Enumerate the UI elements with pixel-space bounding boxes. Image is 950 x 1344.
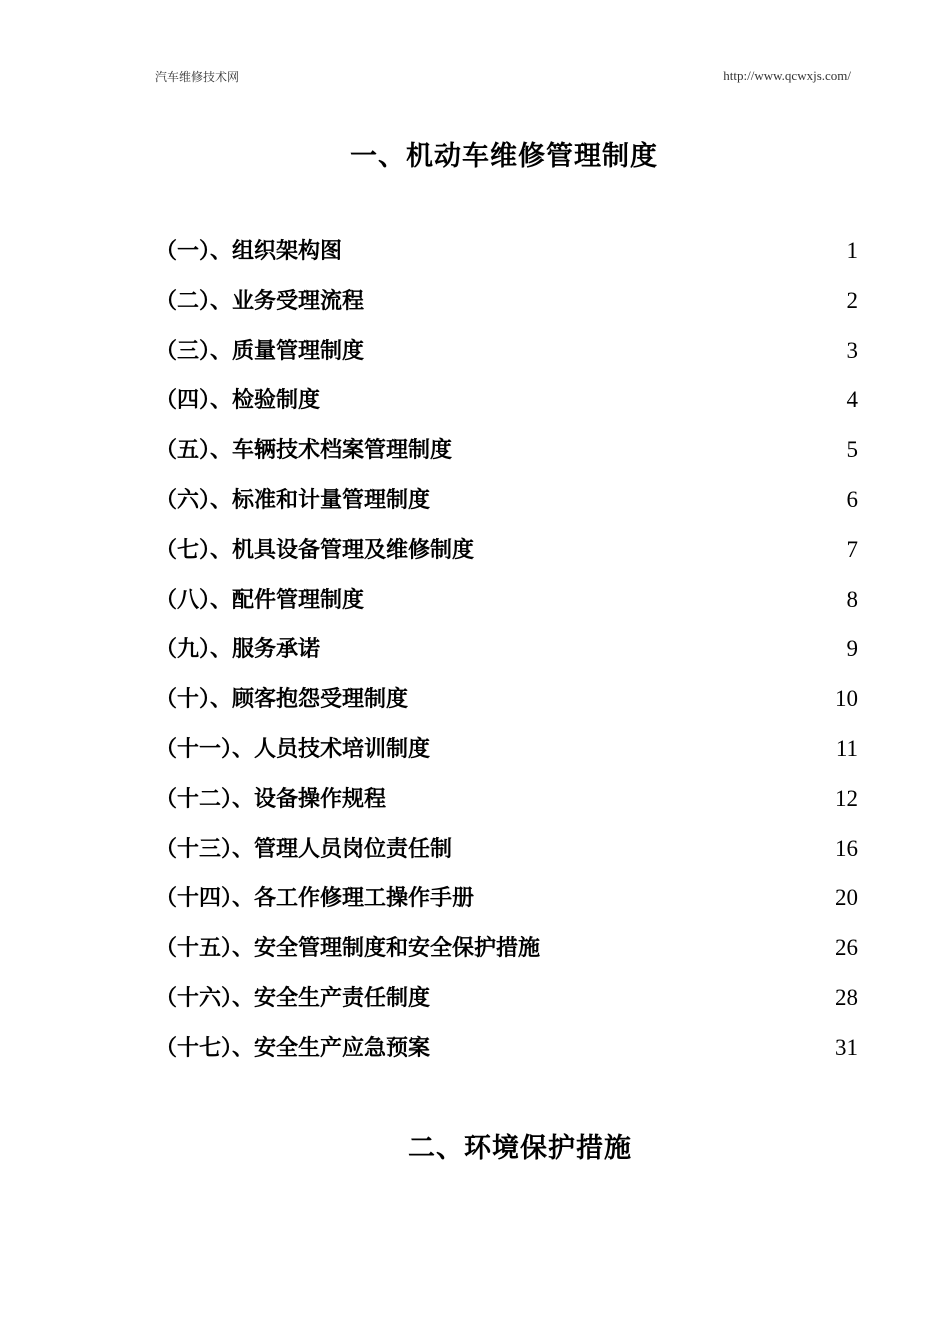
toc-dot-leader (321, 630, 845, 656)
toc-entry[interactable] (155, 282, 858, 332)
toc-dot-leader (431, 730, 835, 756)
toc-entry-label: （三）、质量管理制度 (155, 337, 365, 364)
toc-dot-leader (453, 830, 834, 856)
toc-entry[interactable] (155, 531, 858, 581)
toc-entry-page-number: 4 (846, 387, 858, 413)
toc-entry[interactable] (155, 680, 858, 730)
toc-dot-leader (431, 481, 845, 507)
toc-entry-label: （六）、标准和计量管理制度 (155, 486, 431, 513)
toc-entry-label: （十四）、各工作修理工操作手册 (155, 885, 475, 912)
toc-dot-leader (453, 431, 845, 457)
toc-entry[interactable] (155, 979, 858, 1029)
header-site-name[interactable]: 汽车维修技术网 (155, 70, 240, 84)
section-title-management: 一、机动车维修管理制度 (350, 141, 658, 172)
toc-entry-page-number: 3 (846, 337, 858, 363)
toc-entry-page-number: 2 (846, 287, 858, 313)
toc-entry[interactable] (155, 431, 858, 481)
page-header (155, 68, 851, 88)
toc-entry-label: （十七）、安全生产应急预案 (155, 1034, 431, 1061)
toc-entry-page-number: 16 (835, 835, 858, 861)
toc-entry-label: （八）、配件管理制度 (155, 586, 365, 613)
toc-dot-leader (475, 531, 845, 557)
toc-entry-label: （十）、顾客抱怨受理制度 (155, 686, 409, 713)
toc-entry-page-number: 28 (835, 984, 858, 1010)
toc-entry[interactable] (155, 232, 858, 282)
toc-entry-label: （十六）、安全生产责任制度 (155, 984, 431, 1011)
toc-entry-label: （一）、组织架构图 (155, 238, 343, 264)
toc-entry-page-number: 1 (846, 238, 858, 263)
toc-entry[interactable] (155, 830, 858, 880)
toc-entry-label: （九）、服务承诺 (155, 636, 321, 663)
toc-entry-label: （四）、检验制度 (155, 387, 321, 414)
toc-entry-label: （十五）、安全管理制度和安全保护措施 (155, 935, 541, 962)
toc-entry[interactable] (155, 332, 858, 382)
toc-entry-label: （五）、车辆技术档案管理制度 (155, 437, 453, 464)
toc-entry-page-number: 20 (835, 885, 858, 911)
toc-dot-leader (541, 929, 834, 955)
toc-entry-page-number: 10 (835, 686, 858, 712)
table-of-contents (155, 232, 858, 1079)
toc-entry-page-number: 7 (846, 536, 858, 562)
toc-entry[interactable] (155, 879, 858, 929)
header-url[interactable]: http://www.qcwxjs.com/ (723, 68, 851, 83)
toc-entry[interactable] (155, 381, 858, 431)
toc-entry-page-number: 6 (846, 486, 858, 512)
toc-entry-page-number: 12 (835, 785, 858, 811)
toc-dot-leader (321, 381, 845, 407)
toc-dot-leader (365, 332, 845, 358)
toc-dot-leader (431, 979, 834, 1005)
toc-dot-leader (431, 1029, 834, 1055)
toc-dot-leader (409, 680, 834, 706)
toc-entry-label: （十一）、人员技术培训制度 (155, 735, 431, 762)
toc-entry-label: （十三）、管理人员岗位责任制 (155, 835, 453, 862)
toc-entry[interactable] (155, 481, 858, 531)
toc-entry[interactable] (155, 630, 858, 680)
toc-entry-label: （二）、业务受理流程 (155, 287, 365, 314)
toc-entry-page-number: 5 (846, 437, 858, 463)
toc-entry-label: （十二）、设备操作规程 (155, 785, 387, 812)
toc-dot-leader (365, 581, 845, 607)
toc-entry-page-number: 11 (835, 735, 858, 761)
toc-dot-leader (343, 232, 845, 258)
toc-dot-leader (387, 780, 834, 806)
toc-entry[interactable] (155, 1029, 858, 1079)
toc-entry-page-number: 8 (846, 586, 858, 612)
toc-dot-leader (475, 879, 834, 905)
toc-entry-page-number: 31 (835, 1034, 858, 1060)
toc-entry[interactable] (155, 730, 858, 780)
section-title-environment: 二、环境保护措施 (408, 1133, 632, 1164)
toc-entry-label: （七）、机具设备管理及维修制度 (155, 536, 475, 563)
toc-entry[interactable] (155, 780, 858, 830)
toc-entry-page-number: 26 (835, 935, 858, 961)
toc-dot-leader (365, 282, 845, 308)
toc-entry[interactable] (155, 581, 858, 631)
toc-entry[interactable] (155, 929, 858, 979)
toc-entry-page-number: 9 (846, 636, 858, 662)
